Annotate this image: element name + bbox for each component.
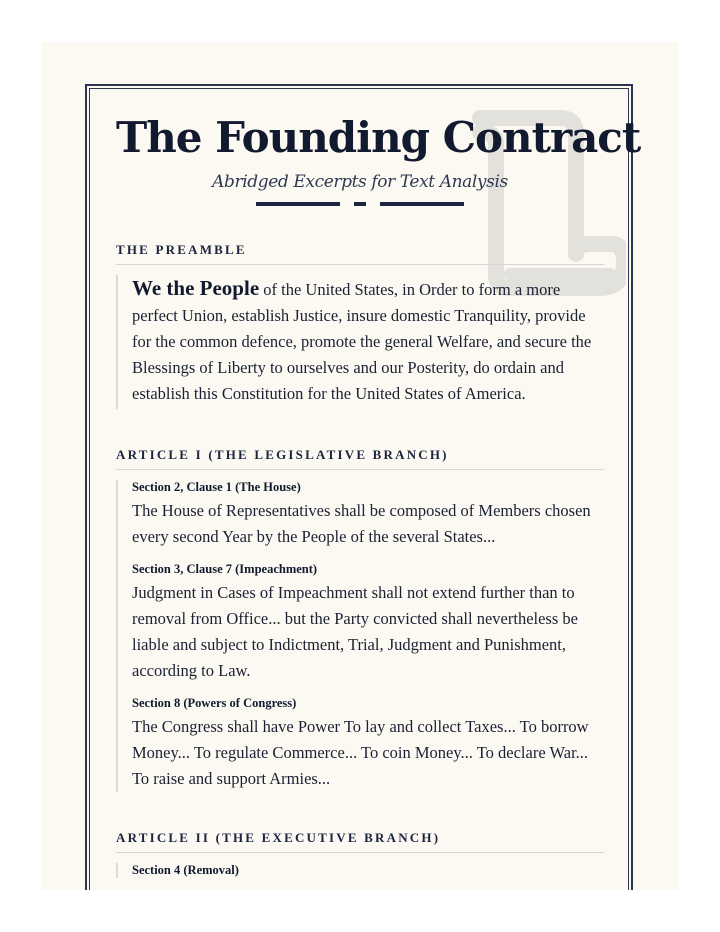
clause — [132, 863, 604, 878]
clause-title: Section 4 (Removal) — [132, 863, 239, 877]
clause-title: Section 3, Clause 7 (Impeachment) — [132, 562, 318, 576]
preamble-rest: of the United States, in Order to form a more perfect Union, establish Justice, insure domestic Tranquility, provide for the common defence, promote the general Welfare, and secure the Blessings of Liberty to ourselves and our Posterity, do ordain and establish this Constitution for the United States of America. — [132, 280, 592, 403]
clause-title: Section 2, Clause 1 (The House) — [132, 480, 301, 494]
clause-title: Section 8 (Powers of Congress) — [132, 696, 297, 710]
clause — [132, 480, 604, 550]
clause-text: Judgment in Cases of Impeachment shall not extend further than to removal from Office... but the Party convicted shall nevertheless be liable and subject to Indictment, Trial, Judgment and Punishment, according to Law. — [132, 583, 578, 680]
article-2-heading: ARTICLE II (THE EXECUTIVE BRANCH) — [116, 830, 604, 853]
clause-text: The Congress shall have Power To lay and collect Taxes... To borrow Money... To regulate Commerce... To coin Money... To declare War... To raise and support Armies... — [132, 717, 589, 788]
preamble-body — [116, 275, 604, 409]
preamble-lead: We the People — [132, 276, 260, 300]
article-1-heading: ARTICLE I (THE LEGISLATIVE BRANCH) — [116, 447, 604, 470]
article-1-body — [116, 480, 604, 792]
preamble-text — [132, 275, 604, 407]
clause-text: The House of Representatives shall be composed of Members chosen every second Year by the People of the several States... — [132, 501, 591, 546]
article-1-section — [116, 447, 604, 792]
article-2-body — [116, 863, 604, 878]
preamble-section — [116, 242, 604, 409]
preamble-heading: THE PREAMBLE — [116, 242, 604, 265]
clause — [132, 562, 604, 684]
document-subtitle: Abridged Excerpts for Text Analysis — [212, 172, 508, 192]
title-divider — [116, 202, 604, 206]
document-title: The Founding Contract — [116, 113, 641, 162]
document-content — [116, 112, 641, 881]
document-page — [42, 42, 678, 890]
article-2-section — [116, 830, 604, 878]
clause — [132, 696, 604, 792]
